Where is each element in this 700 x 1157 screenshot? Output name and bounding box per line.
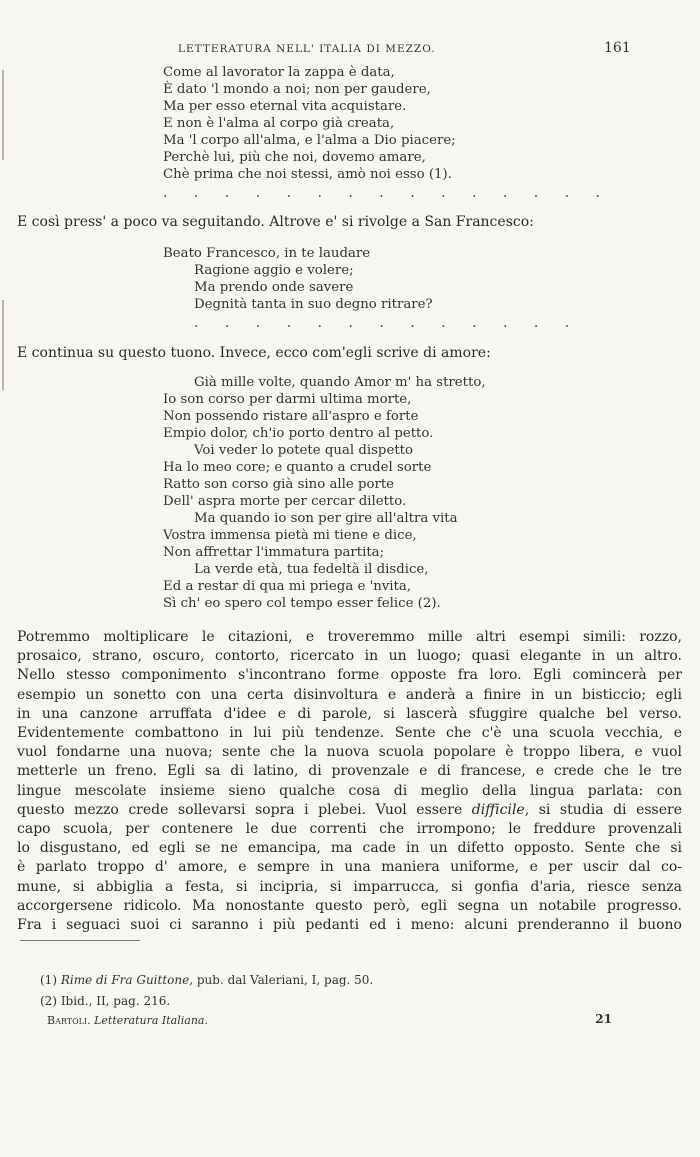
prose-line: E continua su questo tuono. Invece, ecco com'egli scrive di amore:	[17, 345, 491, 361]
paragraph-line: esempio un sonetto con una certa disinvoltura e anderà a finire in un bisticcio; egli	[17, 686, 682, 703]
footnote-text: Ibid., II, pag. 216.	[57, 994, 171, 1008]
verse-line: Non affrettar l'immatura partita;	[163, 545, 385, 560]
verse-line: Sì ch' eo spero col tempo esser felice (2).	[163, 596, 441, 611]
body-paragraph	[17, 628, 682, 935]
verse-line: Ragione aggio e volere;	[194, 263, 354, 278]
footnote-2	[40, 991, 373, 1012]
verse-line: Beato Francesco, in te laudare	[163, 246, 371, 261]
verse-line: Io son corso per darmi ultima morte,	[163, 392, 412, 407]
verse-line: Voi veder lo potete qual dispetto	[194, 443, 414, 458]
paragraph-line	[17, 801, 682, 820]
verse-line: Empio dolor, ch'io porto dentro al petto.	[163, 426, 434, 441]
verse-line: Ed a restar di qua mi priega e 'nvita,	[163, 579, 412, 594]
footnote-rule	[20, 940, 140, 941]
verse-line: È dato 'l mondo a noi; non per gaudere,	[163, 82, 431, 97]
paragraph-line: accorgersene ridicolo. Ma nonostante questo però, egli segna un notabile progresso.	[17, 897, 682, 914]
paragraph-line: è parlato troppo d' amore, e sempre in una maniera uniforme, e per uscir dal co-	[17, 859, 682, 876]
footnote-text: pub. dal Valeriani, I, pag. 50.	[193, 973, 374, 987]
poem-3	[163, 374, 486, 612]
running-head: LETTERATURA NELL' ITALIA DI MEZZO.	[178, 43, 436, 55]
paragraph-line: in una canzone arruffata d'idee e di parole, si lascerà sfuggire qualche bel verso.	[17, 705, 682, 722]
page-header	[0, 40, 700, 62]
paragraph-line-text: questo mezzo crede sollevarsi sopra i plebei. Vuol essere	[17, 801, 463, 818]
paragraph-line: lingue mescolate insieme sieno qualche cosa di meglio della lingua parlata: con	[17, 782, 682, 799]
signature-title: Letteratura Italiana.	[94, 1014, 208, 1027]
italic-word: difficile	[471, 801, 525, 818]
paragraph-line: prosaico, strano, oscuro, contorto, ricercato in un luogo; quasi elegante in un altro.	[17, 648, 682, 665]
paragraph-line: Evidentemente combattono in lui più tendenze. Sente che c'è una scuola vecchia, e	[17, 725, 682, 742]
paragraph-line: vuol fondarne una nuova; sente che la nuova scuola popolare è troppo libera, e vuol	[17, 744, 682, 761]
paragraph-line: mune, si abbiglia a festa, si incipria, si imparrucca, si gonfia d'aria, riesce senza	[17, 878, 682, 895]
paragraph-line: Potremmo moltiplicare le citazioni, e troveremmo mille altri esempi simili: rozzo,	[17, 629, 682, 645]
paragraph-line: Fra i seguaci suoi ci saranno i più pedanti ed i meno: alcuni prenderanno il buono	[17, 917, 682, 934]
verse-line: Ma 'l corpo all'alma, e l'alma a Dio piacere;	[163, 133, 456, 148]
signature-author: Bartoli.	[47, 1014, 91, 1027]
ellipsis-dots: . . . . . . . . . . . . .	[194, 315, 581, 331]
footnote-mark: (2)	[40, 994, 57, 1008]
footnotes	[40, 970, 373, 1012]
footnote-title: Rime di Fra Guittone,	[60, 973, 194, 987]
page-edge-mark	[2, 300, 4, 390]
paragraph-line: Nello stesso componimento s'incontrano forme opposte fra loro. Egli comincerà per	[17, 667, 682, 684]
page-edge-mark	[2, 70, 4, 160]
verse-line: Vostra immensa pietà mi tiene e dice,	[163, 528, 417, 543]
sheet-signature: 21	[595, 1012, 612, 1026]
page-number: 161	[604, 40, 631, 56]
verse-line: La verde età, tua fedeltà il disdice,	[194, 562, 429, 577]
verse-line: Come al lavorator la zappa è data,	[163, 65, 395, 80]
verse-line: Non possendo ristare all'aspro e forte	[163, 409, 419, 424]
verse-line: Ha lo meo core; e quanto a crudel sorte	[163, 460, 432, 475]
verse-line: E non è l'alma al corpo già creata,	[163, 116, 395, 131]
paragraph-line: lo disgustano, ed egli se ne emancipa, ma cade in un difetto opposto. Sente che si	[17, 840, 682, 857]
paragraph-line: metterle un freno. Egli sa di latino, di provenzale e di francese, e crede che le tre	[17, 763, 682, 780]
verse-line: Chè prima che noi stessi, amò noi esso (1).	[163, 167, 452, 182]
footnote-1	[40, 970, 373, 991]
footnote-mark: (1)	[40, 973, 57, 987]
verse-line: Ma per esso eternal vita acquistare.	[163, 99, 407, 114]
poem-2	[163, 245, 580, 330]
verse-line: Già mille volte, quando Amor m' ha stretto,	[194, 375, 486, 390]
verse-line: Degnità tanta in suo degno ritrare?	[194, 297, 433, 312]
poem-1	[163, 64, 611, 200]
verse-line: Ratto son corso già sino alle porte	[163, 477, 395, 492]
verse-line: Perchè lui, più che noi, dovemo amare,	[163, 150, 426, 165]
paragraph-line-tail: , si studia di essere	[524, 801, 683, 818]
verse-line: Dell' aspra morte per cercar diletto.	[163, 494, 407, 509]
verse-line: Ma prendo onde savere	[194, 280, 354, 295]
verse-line: Ma quando io son per gire all'altra vita	[194, 511, 458, 526]
prose-line: E così press' a poco va seguitando. Altrove e' si rivolge a San Francesco:	[17, 214, 534, 230]
ellipsis-dots: . . . . . . . . . . . . . . .	[163, 185, 612, 201]
paragraph-line: capo scuola, per contenere le due correnti che irrompono; le freddure provenzali	[17, 821, 682, 838]
